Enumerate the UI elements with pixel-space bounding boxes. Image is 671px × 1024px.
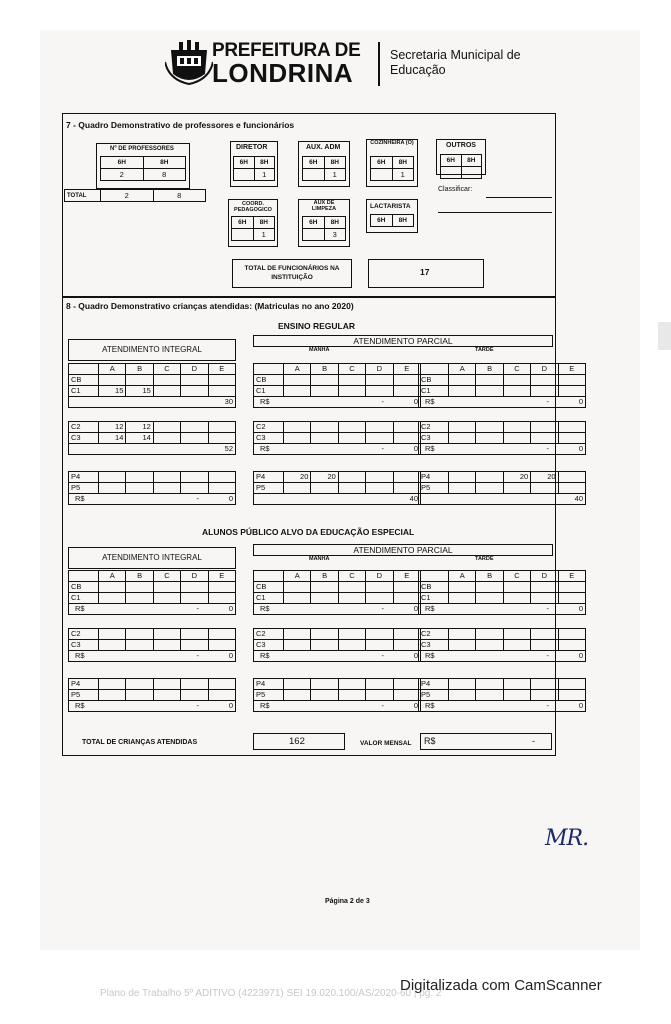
- ensino-regular-heading: ENSINO REGULAR: [278, 321, 355, 331]
- professores-title: Nº DE PROFESSORES: [110, 146, 174, 152]
- integral-header-esp-label: ATENDIMENTO INTEGRAL: [102, 553, 202, 562]
- esp-man-g3-table: P4 P5 R$ - 0: [253, 678, 421, 712]
- page-number: Página 2 de 3: [325, 898, 370, 905]
- lactarista-title: LACTARISTA: [370, 203, 411, 210]
- classificar-label: Classificar:: [438, 186, 473, 193]
- esp-int-g1-table: A B C D E CB C1 R$ - 0: [68, 570, 236, 615]
- total-criancas-value: 162: [289, 736, 305, 747]
- reg-tar-g2-table: C2 C3 R$ - 0: [418, 421, 586, 455]
- org-name-city: LONDRINA: [212, 58, 354, 88]
- cozinheira-table: 6H 8H 1: [370, 156, 414, 181]
- aux-limpeza-title: AUX DE LIMPEZA: [311, 200, 337, 212]
- coord-table: 6H 8H 1: [231, 216, 275, 241]
- diretor-title: DIRETOR: [236, 144, 268, 151]
- parcial-header-label: ATENDIMENTO PARCIAL: [353, 336, 453, 346]
- section-8-title: 8 - Quadro Demonstrativo crianças atendidas: (Matriculas no ano 2020): [66, 301, 354, 311]
- aux-adm-table: 6H 8H 1: [302, 156, 346, 181]
- professores-total-row: TOTAL 2 8: [64, 189, 206, 202]
- reg-man-g3-table: P4 20 20 P5 40: [253, 471, 421, 505]
- valor-mensal-dash: -: [532, 736, 535, 746]
- reg-int-g2-table: C2 12 12 C3 14 14 52: [68, 421, 236, 455]
- footer-document-ref: Plano de Trabalho 5º ADITIVO (4223971) SEI 19.020.100/AS/2020-60 | pg. 2: [100, 988, 442, 999]
- educacao-especial-heading: ALUNOS PÚBLICO ALVO DA EDUCAÇÃO ESPECIAL: [202, 527, 415, 537]
- section-7-title: 7 - Quadro Demonstrativo de professores e funcionários: [66, 120, 295, 130]
- header-divider: [378, 42, 380, 86]
- org-name-top: PREFEITURA DE: [212, 40, 361, 61]
- reg-int-g3-table: P4 P5 R$ - 0: [68, 471, 236, 505]
- reg-man-g1-table: A B C D E CB C1 R$ - 0: [253, 363, 421, 408]
- total-funcionarios-label: TOTAL DE FUNCIONÁRIOS NA INSTITUIÇÃO: [244, 265, 340, 281]
- classificar-line-1: [486, 197, 552, 198]
- cozinheira-title: COZINHEIRA (O): [370, 140, 414, 146]
- coord-title: COORD. PEDAGOGICO: [234, 201, 272, 213]
- integral-header-label: ATENDIMENTO INTEGRAL: [102, 345, 202, 354]
- classificar-line-2: [438, 212, 552, 213]
- esp-tar-g3-table: P4 P5 R$ - 0: [418, 678, 586, 712]
- reg-tar-g3-table: P4 20 20 P5 40: [418, 471, 586, 505]
- esp-man-g1-table: A B C D E CB C1 R$ - 0: [253, 570, 421, 615]
- scan-artifact: [658, 322, 671, 350]
- parcial-header-tarde: TARDE: [475, 347, 494, 353]
- parcial-header-manha: MANHÃ: [309, 347, 330, 353]
- reg-tar-g1-table: A B C D E CB C1 R$ - 0: [418, 363, 586, 408]
- professores-table: 6H 8H 2 8: [100, 156, 186, 181]
- reg-man-g2-table: C2 C3 R$ - 0: [253, 421, 421, 455]
- secretaria-name: Secretaria Municipal de Educação: [390, 48, 521, 77]
- parcial-header-esp-manha: MANHÃ: [309, 556, 330, 562]
- esp-int-g2-table: C2 C3 R$ - 0: [68, 628, 236, 662]
- city-crest-logo: [165, 40, 213, 86]
- aux-limpeza-table: 6H 8H 3: [302, 216, 346, 241]
- parcial-header-esp-tarde: TARDE: [475, 556, 494, 562]
- diretor-table: 6H 8H 1: [233, 156, 275, 181]
- valor-mensal-label: VALOR MENSAL: [360, 740, 412, 747]
- parcial-header-esp-label: ATENDIMENTO PARCIAL: [353, 545, 453, 555]
- lactarista-table: 6H 8H: [370, 214, 414, 227]
- outros-title: OUTROS: [446, 142, 476, 149]
- total-funcionarios-value: 17: [420, 267, 430, 277]
- total-criancas-label: TOTAL DE CRIANÇAS ATENDIDAS: [82, 739, 198, 746]
- valor-mensal-value: R$: [424, 736, 436, 746]
- esp-int-g3-table: P4 P5 R$ - 0: [68, 678, 236, 712]
- esp-tar-g2-table: C2 C3 R$ - 0: [418, 628, 586, 662]
- outros-table: 6H 8H: [440, 154, 482, 179]
- aux-adm-title: AUX. ADM: [306, 144, 341, 151]
- handwritten-signature: MR.: [545, 826, 589, 851]
- camscanner-watermark: Digitalizada com CamScanner: [400, 977, 602, 994]
- esp-tar-g1-table: A B C D E CB C1 R$ - 0: [418, 570, 586, 615]
- reg-int-g1-table: A B C D E CB C1 15 15 30: [68, 363, 236, 408]
- esp-man-g2-table: C2 C3 R$ - 0: [253, 628, 421, 662]
